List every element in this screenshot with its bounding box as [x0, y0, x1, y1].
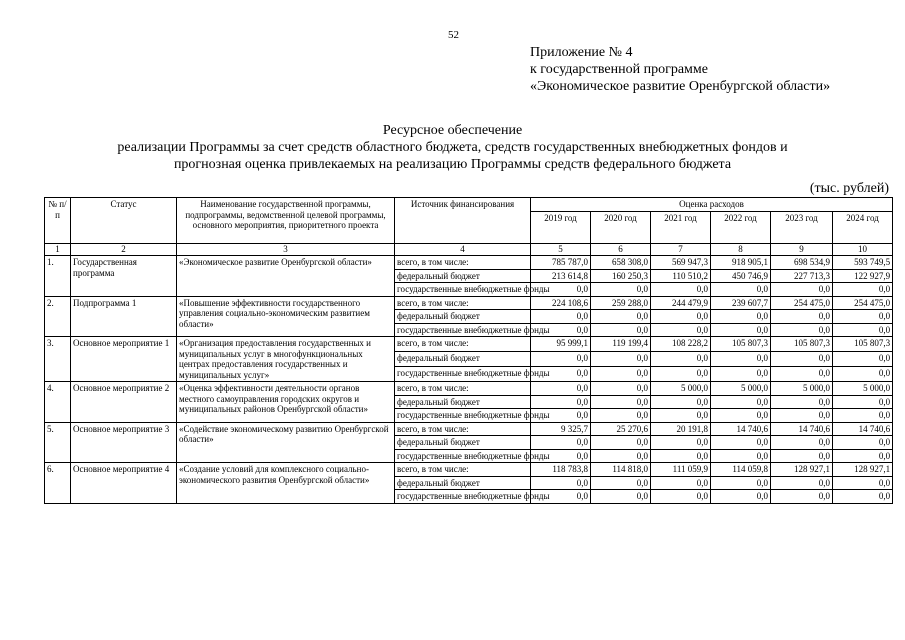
- row-name: «Содействие экономическому развитию Оренбургской области»: [177, 422, 395, 463]
- row-number: 2.: [45, 296, 71, 337]
- amount-cell: 0,0: [591, 449, 651, 463]
- amount-cell: 0,0: [833, 367, 893, 382]
- funding-source: всего, в том числе:: [395, 256, 531, 270]
- column-index: 7: [651, 244, 711, 256]
- amount-cell: 254 475,0: [833, 296, 893, 310]
- amount-cell: 0,0: [711, 436, 771, 450]
- funding-source: федеральный бюджет: [395, 395, 531, 409]
- row-name: «Оценка эффективности деятельности органов местного самоуправления городских округов и муниципальных районов Оренбургской области»: [177, 382, 395, 423]
- amount-cell: 111 059,9: [651, 463, 711, 477]
- amount-cell: 0,0: [833, 395, 893, 409]
- amount-cell: 14 740,6: [771, 422, 833, 436]
- appendix-line-2: к государственной программе: [530, 62, 708, 77]
- amount-cell: 918 905,1: [711, 256, 771, 270]
- amount-cell: 122 927,9: [833, 269, 893, 283]
- row-status: Основное мероприятие 2: [71, 382, 177, 423]
- amount-cell: 0,0: [711, 310, 771, 324]
- row-name: «Экономическое развитие Оренбургской области»: [177, 256, 395, 297]
- amount-cell: 0,0: [531, 352, 591, 367]
- amount-cell: 0,0: [651, 367, 711, 382]
- row-status: Основное мероприятие 3: [71, 422, 177, 463]
- amount-cell: 0,0: [771, 283, 833, 297]
- amount-cell: 0,0: [591, 395, 651, 409]
- amount-cell: 0,0: [833, 449, 893, 463]
- amount-cell: 0,0: [651, 283, 711, 297]
- header-year: 2019 год: [531, 212, 591, 244]
- amount-cell: 259 288,0: [591, 296, 651, 310]
- amount-cell: 160 250,3: [591, 269, 651, 283]
- column-index: 9: [771, 244, 833, 256]
- column-index-row: [45, 244, 893, 256]
- amount-cell: 0,0: [771, 323, 833, 337]
- table-row: [45, 296, 893, 310]
- amount-cell: 0,0: [651, 476, 711, 490]
- amount-cell: 0,0: [771, 436, 833, 450]
- amount-cell: 20 191,8: [651, 422, 711, 436]
- amount-cell: 0,0: [833, 490, 893, 504]
- amount-cell: 0,0: [591, 352, 651, 367]
- funding-source: всего, в том числе:: [395, 463, 531, 477]
- header-source: Источник финансирования: [395, 198, 531, 244]
- amount-cell: 785 787,0: [531, 256, 591, 270]
- amount-cell: 119 199,4: [591, 337, 651, 352]
- amount-cell: 0,0: [651, 395, 711, 409]
- row-status: Государственная программа: [71, 256, 177, 297]
- funding-source: всего, в том числе:: [395, 422, 531, 436]
- funding-source: федеральный бюджет: [395, 269, 531, 283]
- page-number: 52: [448, 29, 459, 41]
- funding-source: федеральный бюджет: [395, 352, 531, 367]
- amount-cell: 0,0: [771, 352, 833, 367]
- amount-cell: 0,0: [651, 436, 711, 450]
- column-index: 4: [395, 244, 531, 256]
- amount-cell: 0,0: [531, 436, 591, 450]
- appendix-line-1: Приложение № 4: [530, 45, 633, 60]
- amount-cell: 0,0: [591, 310, 651, 324]
- amount-cell: 0,0: [651, 352, 711, 367]
- table-row: [45, 337, 893, 352]
- amount-cell: 0,0: [651, 490, 711, 504]
- amount-cell: 0,0: [651, 323, 711, 337]
- amount-cell: 0,0: [711, 395, 771, 409]
- amount-cell: 0,0: [531, 449, 591, 463]
- column-index: 8: [711, 244, 771, 256]
- amount-cell: 0,0: [711, 490, 771, 504]
- amount-cell: 5 000,0: [651, 382, 711, 396]
- amount-cell: 108 228,2: [651, 337, 711, 352]
- row-name: «Повышение эффективности государственного управления социально-экономическим развитием области»: [177, 296, 395, 337]
- funding-source: федеральный бюджет: [395, 436, 531, 450]
- amount-cell: 0,0: [771, 476, 833, 490]
- amount-cell: 25 270,6: [591, 422, 651, 436]
- amount-cell: 0,0: [711, 352, 771, 367]
- title-line-3: прогнозная оценка привлекаемых на реализацию Программы средств федерального бюджета: [173, 157, 732, 172]
- column-index: 3: [177, 244, 395, 256]
- funding-source: всего, в том числе:: [395, 337, 531, 352]
- amount-cell: 118 783,8: [531, 463, 591, 477]
- amount-cell: 0,0: [531, 310, 591, 324]
- document-title: [0, 122, 905, 173]
- amount-cell: 0,0: [651, 449, 711, 463]
- row-status: Основное мероприятие 4: [71, 463, 177, 504]
- amount-cell: 0,0: [711, 283, 771, 297]
- header-year: 2022 год: [711, 212, 771, 244]
- row-status: Подпрограмма 1: [71, 296, 177, 337]
- amount-cell: 0,0: [771, 310, 833, 324]
- amount-cell: 0,0: [531, 323, 591, 337]
- header-estimate: Оценка расходов: [531, 198, 893, 212]
- amount-cell: 213 614,8: [531, 269, 591, 283]
- amount-cell: 0,0: [531, 490, 591, 504]
- row-number: 6.: [45, 463, 71, 504]
- amount-cell: 224 108,6: [531, 296, 591, 310]
- column-index: 1: [45, 244, 71, 256]
- funding-source: государственные внебюджетные фонды: [395, 409, 531, 423]
- amount-cell: 0,0: [531, 367, 591, 382]
- amount-cell: 227 713,3: [771, 269, 833, 283]
- amount-cell: 593 749,5: [833, 256, 893, 270]
- amount-cell: 244 479,9: [651, 296, 711, 310]
- amount-cell: 14 740,6: [711, 422, 771, 436]
- table-row: [45, 382, 893, 396]
- amount-cell: 0,0: [591, 490, 651, 504]
- amount-cell: 0,0: [591, 436, 651, 450]
- amount-cell: 0,0: [591, 323, 651, 337]
- header-num: № п/п: [45, 198, 71, 244]
- amount-cell: 0,0: [771, 367, 833, 382]
- amount-cell: 114 818,0: [591, 463, 651, 477]
- amount-cell: 5 000,0: [771, 382, 833, 396]
- funding-source: всего, в том числе:: [395, 296, 531, 310]
- row-name: «Организация предоставления государственных и муниципальных услуг в многофункциональных центрах предоставления государственных и муниципальных услуг»: [177, 337, 395, 382]
- amount-cell: 0,0: [531, 395, 591, 409]
- amount-cell: 0,0: [833, 409, 893, 423]
- amount-cell: 569 947,3: [651, 256, 711, 270]
- column-index: 6: [591, 244, 651, 256]
- title-line-1: Ресурсное обеспечение: [382, 123, 523, 138]
- amount-cell: 0,0: [531, 409, 591, 423]
- amount-cell: 0,0: [531, 476, 591, 490]
- row-number: 3.: [45, 337, 71, 382]
- amount-cell: 254 475,0: [771, 296, 833, 310]
- amount-cell: 0,0: [651, 409, 711, 423]
- funding-source: всего, в том числе:: [395, 382, 531, 396]
- amount-cell: 0,0: [591, 409, 651, 423]
- funding-source: государственные внебюджетные фонды: [395, 323, 531, 337]
- amount-cell: 698 534,9: [771, 256, 833, 270]
- amount-cell: 128 927,1: [833, 463, 893, 477]
- amount-cell: 0,0: [711, 409, 771, 423]
- column-index: 2: [71, 244, 177, 256]
- header-year: 2021 год: [651, 212, 711, 244]
- amount-cell: 0,0: [771, 409, 833, 423]
- amount-cell: 0,0: [771, 449, 833, 463]
- amount-cell: 14 740,6: [833, 422, 893, 436]
- table-row: [45, 463, 893, 477]
- amount-cell: 95 999,1: [531, 337, 591, 352]
- units-label: (тыс. рублей): [809, 181, 889, 196]
- funding-source: государственные внебюджетные фонды: [395, 490, 531, 504]
- row-status: Основное мероприятие 1: [71, 337, 177, 382]
- amount-cell: 0,0: [591, 476, 651, 490]
- amount-cell: 0,0: [771, 490, 833, 504]
- header-year: 2023 год: [771, 212, 833, 244]
- amount-cell: 114 059,8: [711, 463, 771, 477]
- row-name: «Создание условий для комплексного социально-экономического развития Оренбургской области»: [177, 463, 395, 504]
- amount-cell: 9 325,7: [531, 422, 591, 436]
- amount-cell: 658 308,0: [591, 256, 651, 270]
- row-number: 1.: [45, 256, 71, 297]
- header-name: Наименование государственной программы, подпрограммы, ведомственной целевой программы, основного мероприятия, приоритетного проекта: [177, 198, 395, 244]
- amount-cell: 0,0: [591, 367, 651, 382]
- amount-cell: 0,0: [591, 382, 651, 396]
- amount-cell: 0,0: [591, 283, 651, 297]
- header-status: Статус: [71, 198, 177, 244]
- amount-cell: 0,0: [711, 476, 771, 490]
- title-line-2: реализации Программы за счет средств областного бюджета, средств государственных внебюджетных фондов и: [117, 140, 788, 155]
- header-year: 2020 год: [591, 212, 651, 244]
- amount-cell: 0,0: [531, 382, 591, 396]
- amount-cell: 0,0: [711, 323, 771, 337]
- header-year: 2024 год: [833, 212, 893, 244]
- appendix-line-3: «Экономическое развитие Оренбургской области»: [530, 79, 831, 94]
- appendix-heading: [530, 44, 830, 95]
- amount-cell: 105 807,3: [711, 337, 771, 352]
- amount-cell: 450 746,9: [711, 269, 771, 283]
- row-number: 4.: [45, 382, 71, 423]
- amount-cell: 5 000,0: [833, 382, 893, 396]
- amount-cell: 239 607,7: [711, 296, 771, 310]
- amount-cell: 128 927,1: [771, 463, 833, 477]
- amount-cell: 110 510,2: [651, 269, 711, 283]
- column-index: 5: [531, 244, 591, 256]
- amount-cell: 0,0: [651, 310, 711, 324]
- table-body: [45, 256, 893, 504]
- row-number: 5.: [45, 422, 71, 463]
- amount-cell: 0,0: [833, 310, 893, 324]
- amount-cell: 105 807,3: [833, 337, 893, 352]
- table-row: [45, 422, 893, 436]
- amount-cell: 0,0: [531, 283, 591, 297]
- funding-source: федеральный бюджет: [395, 310, 531, 324]
- funding-source: федеральный бюджет: [395, 476, 531, 490]
- funding-source: государственные внебюджетные фонды: [395, 283, 531, 297]
- amount-cell: 0,0: [711, 367, 771, 382]
- table-row: [45, 256, 893, 270]
- resource-table: [44, 197, 893, 504]
- amount-cell: 0,0: [833, 323, 893, 337]
- amount-cell: 0,0: [833, 476, 893, 490]
- amount-cell: 0,0: [711, 449, 771, 463]
- amount-cell: 0,0: [833, 436, 893, 450]
- column-index: 10: [833, 244, 893, 256]
- amount-cell: 0,0: [833, 352, 893, 367]
- amount-cell: 0,0: [771, 395, 833, 409]
- funding-source: государственные внебюджетные фонды: [395, 449, 531, 463]
- amount-cell: 5 000,0: [711, 382, 771, 396]
- amount-cell: 105 807,3: [771, 337, 833, 352]
- funding-source: государственные внебюджетные фонды: [395, 367, 531, 382]
- amount-cell: 0,0: [833, 283, 893, 297]
